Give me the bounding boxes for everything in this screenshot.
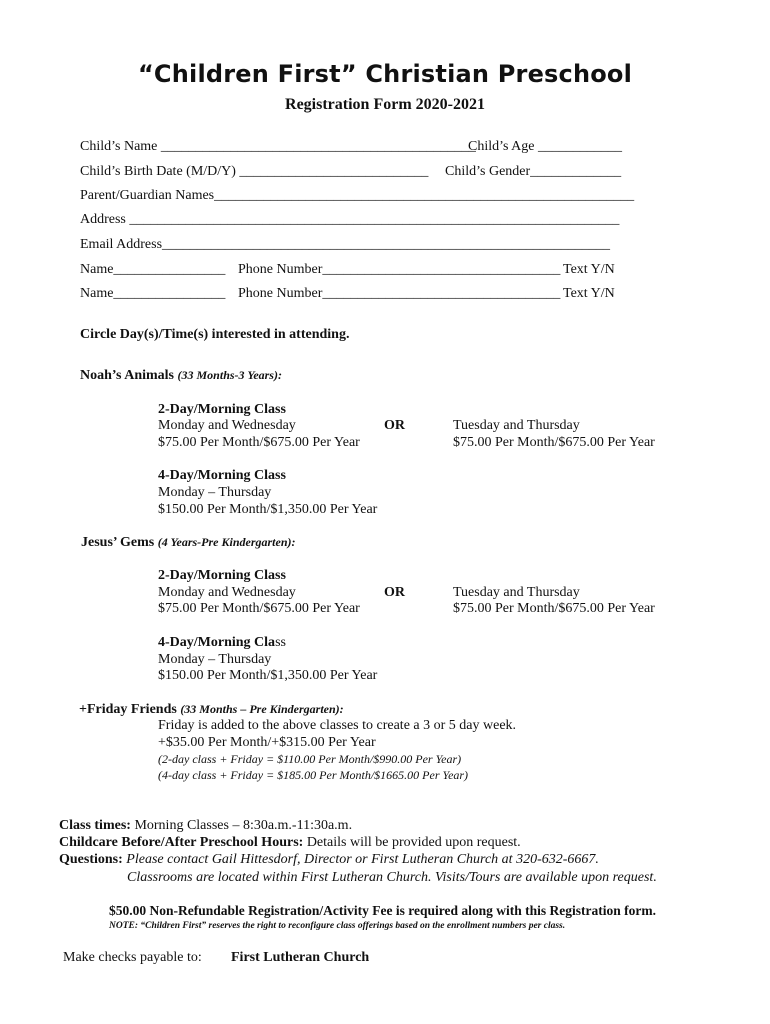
- jesus-or: OR: [384, 585, 405, 600]
- friday-line2: +$35.00 Per Month/+$315.00 Per Year: [158, 735, 376, 750]
- contact-phone-field[interactable]: Phone Number__________________________________: [238, 262, 561, 277]
- payable-value: First Lutheran Church: [231, 950, 370, 965]
- jesus-section-title: [81, 535, 296, 551]
- friday-ages: (33 Months – Pre Kindergarten):: [180, 702, 344, 716]
- class-times-value: Morning Classes – 8:30a.m.-11:30a.m.: [130, 818, 353, 833]
- circle-heading: Circle Day(s)/Time(s) interested in attending.: [80, 327, 350, 342]
- jesus-two-day-heading: 2-Day/Morning Class: [158, 568, 286, 583]
- fee-text: $50.00 Non-Refundable Registration/Activity Fee is required along with this Registration form.: [109, 903, 656, 918]
- payable-label: Make checks payable to:: [63, 950, 202, 965]
- friday-line3: (2-day class + Friday = $110.00 Per Month/$990.00 Per Year): [158, 752, 462, 766]
- jesus-title: Jesus’ Gems: [81, 535, 155, 550]
- childcare-value: Details will be provided upon request.: [303, 835, 521, 850]
- contact-text-option[interactable]: Text Y/N: [563, 262, 615, 277]
- friday-line1: Friday is added to the above classes to create a 3 or 5 day week.: [158, 718, 517, 733]
- gender-field[interactable]: Child’s Gender_____________: [445, 164, 622, 179]
- jesus-four-days[interactable]: Monday – Thursday: [158, 652, 272, 667]
- child-age-field[interactable]: Child’s Age ____________: [468, 139, 623, 154]
- jesus-four-day-heading-tail: ss: [275, 635, 286, 650]
- jesus-left-price: $75.00 Per Month/$675.00 Per Year: [158, 601, 360, 616]
- noah-four-day-heading: 4-Day/Morning Class: [158, 468, 286, 483]
- address-field[interactable]: Address ______________________________________________________________________: [80, 212, 620, 227]
- noah-two-day-heading: 2-Day/Morning Class: [158, 402, 286, 417]
- noah-four-days[interactable]: Monday – Thursday: [158, 485, 272, 500]
- jesus-right-price: $75.00 Per Month/$675.00 Per Year: [453, 601, 655, 616]
- class-times-label: Class times:: [59, 818, 131, 833]
- childcare-info: [59, 835, 521, 851]
- noah-left-price: $75.00 Per Month/$675.00 Per Year: [158, 435, 360, 450]
- jesus-four-day-heading: [158, 635, 286, 651]
- jesus-right-days[interactable]: Tuesday and Thursday: [453, 585, 580, 600]
- friday-line4: (4-day class + Friday = $185.00 Per Month/$1665.00 Per Year): [158, 768, 469, 782]
- classrooms-info: Classrooms are located within First Lutheran Church. Visits/Tours are available upon request.: [127, 870, 657, 885]
- noah-ages: (33 Months-3 Years):: [177, 368, 282, 382]
- noah-right-days[interactable]: Tuesday and Thursday: [453, 418, 580, 433]
- contact-phone-field[interactable]: Phone Number__________________________________: [238, 286, 561, 301]
- questions-info: [59, 852, 599, 868]
- noah-left-days[interactable]: Monday and Wednesday: [158, 418, 296, 433]
- page-subtitle: Registration Form 2020-2021: [285, 96, 485, 113]
- jesus-four-day-heading-bold: 4-Day/Morning Cla: [158, 635, 276, 650]
- fee-note: NOTE: “Children First” reserves the right to reconfigure class offerings based on the enrollment numbers per class.: [109, 921, 566, 931]
- noah-title: Noah’s Animals: [80, 368, 175, 383]
- noah-section-title: [80, 368, 282, 384]
- noah-four-price: $150.00 Per Month/$1,350.00 Per Year: [158, 502, 378, 517]
- noah-right-price: $75.00 Per Month/$675.00 Per Year: [453, 435, 655, 450]
- class-times: [59, 818, 352, 834]
- questions-value: Please contact Gail Hittesdorf, Director or First Lutheran Church at 320-632-6667.: [122, 852, 599, 867]
- friday-title: +Friday Friends: [79, 702, 177, 717]
- child-name-field[interactable]: Child’s Name _____________________________________________: [80, 139, 476, 154]
- parent-names-field[interactable]: Parent/Guardian Names____________________________________________________________: [80, 188, 635, 203]
- jesus-ages: (4 Years-Pre Kindergarten):: [157, 535, 296, 549]
- noah-or: OR: [384, 418, 405, 433]
- childcare-label: Childcare Before/After Preschool Hours:: [59, 835, 304, 850]
- birth-date-field[interactable]: Child’s Birth Date (M/D/Y) ___________________________: [80, 164, 429, 179]
- jesus-four-price: $150.00 Per Month/$1,350.00 Per Year: [158, 668, 378, 683]
- contact-text-option[interactable]: Text Y/N: [563, 286, 615, 301]
- email-field[interactable]: Email Address________________________________________________________________: [80, 237, 611, 252]
- contact-name-field[interactable]: Name________________: [80, 262, 226, 277]
- page-title: “Children First” Christian Preschool: [137, 60, 633, 88]
- contact-name-field[interactable]: Name________________: [80, 286, 226, 301]
- friday-section-title: [79, 702, 344, 718]
- jesus-left-days[interactable]: Monday and Wednesday: [158, 585, 296, 600]
- questions-label: Questions:: [59, 852, 123, 867]
